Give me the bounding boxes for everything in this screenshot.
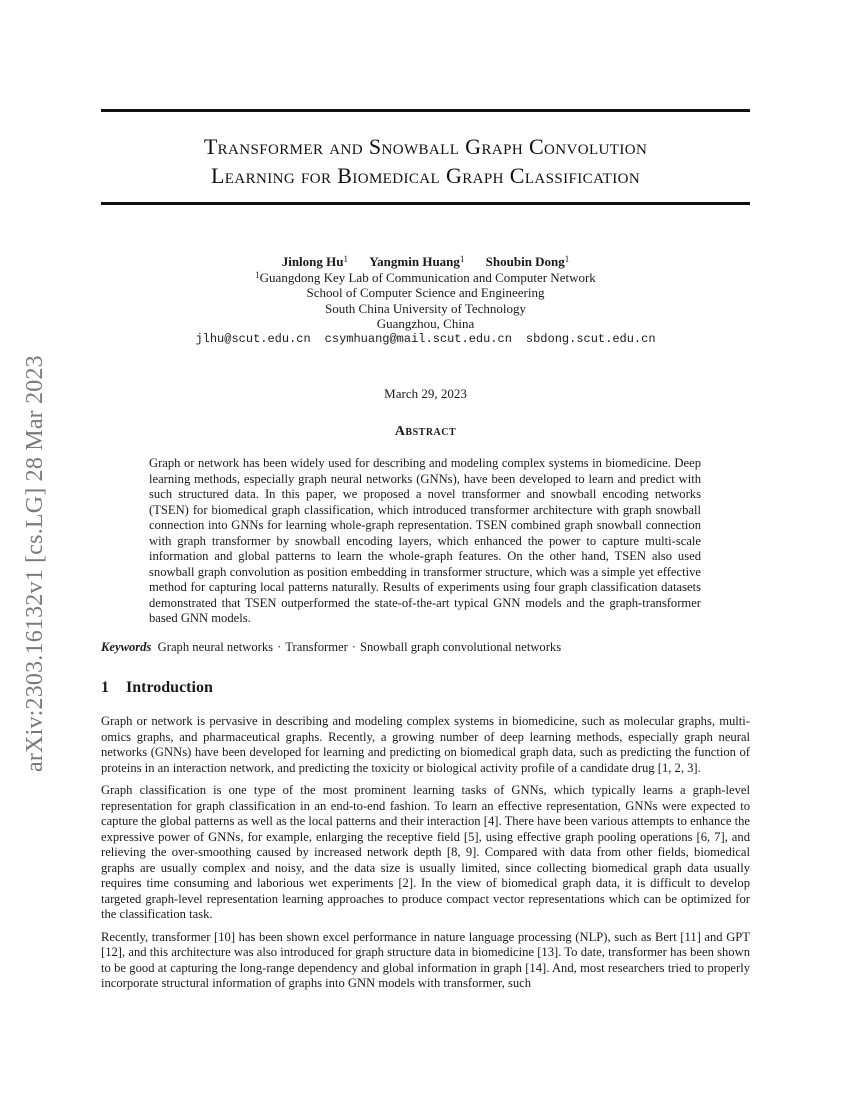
email-3: sbdong.scut.edu.cn [525,331,656,346]
author-1: Jinlong Hu$^1$ [281,254,348,269]
section-title: Introduction [126,679,213,696]
section-heading-introduction [101,678,750,698]
affiliation-lab: $^1$Guangdong Key Lab of Communication and Computer Network [255,269,596,285]
author-3: Shoubin Dong$^1$ [485,254,570,269]
keyword-1: Graph neural networks [157,640,274,654]
paper-date: March 29, 2023 [384,386,467,401]
keyword-3: Snowball graph convolutional networks [359,640,562,654]
title-rule-top [101,109,750,112]
affiliation-school: School of Computer Science and Engineering [306,285,545,300]
arxiv-stamp: arXiv:2303.16132v1 [cs.LG] 28 Mar 2023 [22,355,48,772]
section-number: 1 [101,679,109,696]
author-names [101,254,750,270]
title-line-1: Transformer and Snowball Graph Convolution [203,134,648,159]
keyword-separator: · [277,640,282,654]
keywords-line [101,639,750,655]
body-paragraph-2: Graph classification is one type of the most prominent learning tasks of GNNs, which typically learns a graph-level representation for graph classification in an end-to-end fashion. To learn an effective representation, GNNs were expected to capture the global patterns as well as the local patterns and their interaction [4]. There have been various attempts to enhance the expressive power of GNNs, for example, enlarging the receptive field [5], using effective graph pooling operations [6, 7], and relieving the over-smoothing caused by increased network depth [8, 9]. Compared with data from other fields, biomedical graphs are usually complex and noisy, and the data size is usually limited, since collecting biomedical graph data usually requires time consuming and laborious wet experiments [2]. In the view of biomedical graph data, it is difficult to develop targeted graph-level representation learning approaches to produce compact vector representations which can be optimized for the classification task. [101,783,750,921]
abstract-heading: Abstract [394,424,457,439]
author-block [101,254,750,347]
email-2: csymhuang@mail.scut.edu.cn [324,331,512,346]
introduction-body [101,714,750,999]
title-rule-bottom [101,202,750,205]
body-paragraph-3: Recently, transformer [10] has been shown excel performance in nature language processing (NLP), such as Bert [11] and GPT [12], and this architecture was also introduced for graph structure data in biomedicine [13]. To date, transformer has been shown to be good at capturing the long-range dependency and global information in graph [14]. And, most researchers tried to properly incorporate structural information of graphs into GNN models with transformer, such [101,929,750,990]
paper-title [101,132,750,190]
author-emails [101,332,750,348]
keyword-2: Transformer [285,640,348,654]
keyword-separator: · [351,640,356,654]
email-1: jlhu@scut.edu.cn [195,331,311,346]
affiliation-university: South China University of Technology [324,300,527,316]
body-paragraph-1: Graph or network is pervasive in describing and modeling complex systems in biomedicine, such as molecular graphs, multi-omics graphs, and pharmaceutical graphs. Recently, a growing number of deep learning methods, especially graph neural networks (GNNs) have been developed for learning and predicting on biomedical graph data, such as predicting the function of proteins in an interaction network, and predicting the toxicity or biological activity profile of a candidate drug [1, 2, 3]. [101,714,750,775]
affiliation-city: Guangzhou, China [376,316,475,331]
title-line-2: Learning for Biomedical Graph Classification [210,163,641,188]
author-2: Yangmin Huang$^1$ [369,254,465,269]
abstract-text: Graph or network has been widely used for describing and modeling complex systems in biomedicine. Deep learning methods, especially graph neural networks (GNNs), have been developed to learn and predict with such structured data. In this paper, we proposed a novel transformer and snowball encoding networks (TSEN) for biomedical graph classification, which introduced transformer architecture with graph snowball connection into GNNs for learning whole-graph representation. TSEN combined graph snowball connection with graph transformer by snowball encoding layers, which enhanced the power to capture multi-scale information and global patterns to learn the whole-graph features. On the other hand, TSEN also used snowball graph convolution as position embedding in transformer structure, which was a simple yet effective method for capturing local patterns naturally. Results of experiments using four graph classification datasets demonstrated that TSEN outperformed the state-of-the-art typical GNN models and the graph-transformer based GNN models. [149,456,701,625]
keywords-label: Keywords [101,640,152,654]
